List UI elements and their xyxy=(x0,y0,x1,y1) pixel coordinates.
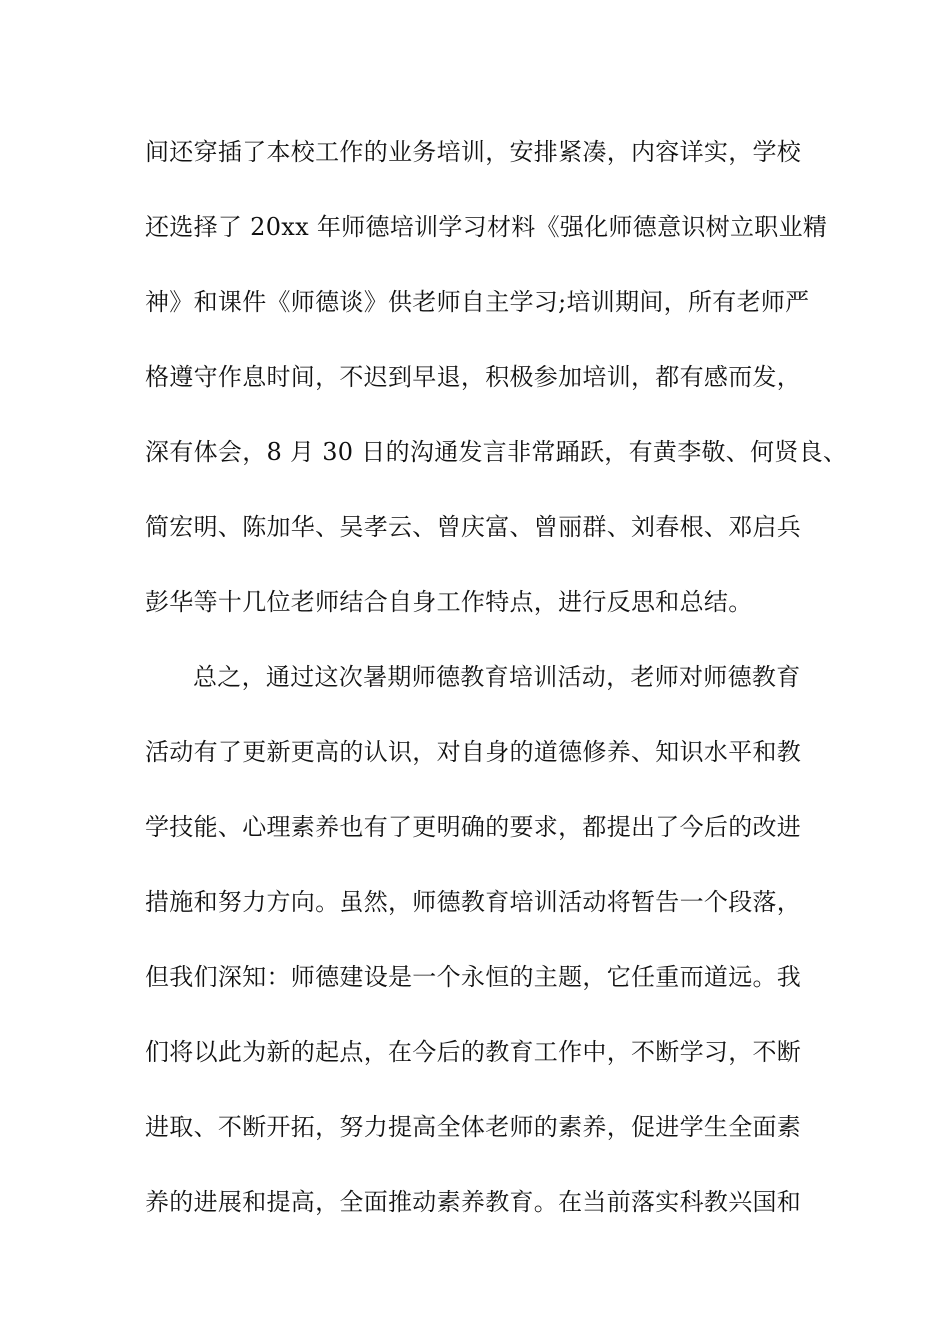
text-line: 但我们深知：师德建设是一个永恒的主题，它任重而道远。我 xyxy=(145,963,802,991)
text-line: 措施和努力方向。虽然，师德教育培训活动将暂告一个段落， xyxy=(145,888,802,916)
text-line: 彭华等十几位老师结合自身工作特点，进行反思和总结。 xyxy=(145,588,753,616)
text-line: 间还穿插了本校工作的业务培训，安排紧凑，内容详实，学校 xyxy=(145,138,802,166)
text-line: 还选择了 20xx 年师德培训学习材料《强化师德意识树立职业精 xyxy=(145,213,828,241)
text-line: 格遵守作息时间，不迟到早退，积极参加培训，都有感而发， xyxy=(145,363,802,391)
text-line: 神》和课件《师德谈》供老师自主学习;培训期间，所有老师严 xyxy=(145,288,810,316)
text-line: 活动有了更新更高的认识，对自身的道德修养、知识水平和教 xyxy=(145,738,802,766)
text-line: 们将以此为新的起点，在今后的教育工作中，不断学习，不断 xyxy=(145,1038,802,1066)
text-line: 进取、不断开拓，努力提高全体老师的素养，促进学生全面素 xyxy=(145,1113,802,1141)
text-line: 简宏明、陈加华、吴孝云、曾庆富、曾丽群、刘春根、邓启兵 xyxy=(145,513,802,541)
paragraph-first-line: 总之，通过这次暑期师德教育培训活动，老师对师德教育 xyxy=(193,663,801,691)
text-line: 学技能、心理素养也有了更明确的要求，都提出了今后的改进 xyxy=(145,813,802,841)
text-line: 深有体会，8 月 30 日的沟通发言非常踊跃，有黄李敬、何贤良、 xyxy=(145,438,848,466)
text-line: 养的进展和提高，全面推动素养教育。在当前落实科教兴国和 xyxy=(145,1188,802,1216)
